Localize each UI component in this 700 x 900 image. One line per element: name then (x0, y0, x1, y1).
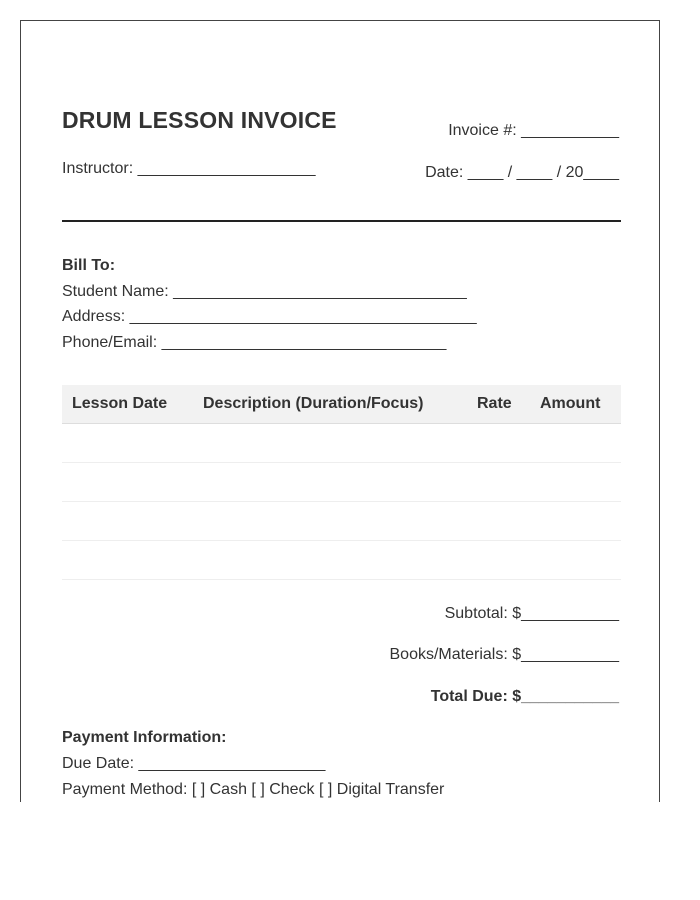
books-materials-field[interactable]: Books/Materials: $___________ (389, 646, 619, 663)
instructor-field[interactable]: Instructor: ____________________ (62, 160, 316, 177)
column-header-description: Description (Duration/Focus) (203, 395, 424, 412)
invoice-title: DRUM LESSON INVOICE (62, 107, 337, 133)
payment-method-field[interactable]: Payment Method: [ ] Cash [ ] Check [ ] Digital Transfer (62, 781, 445, 798)
subtotal-field[interactable]: Subtotal: $___________ (444, 605, 619, 622)
due-date-field[interactable]: Due Date: _____________________ (62, 755, 326, 772)
lessons-table (62, 385, 621, 580)
phone-email-field[interactable]: Phone/Email: ________________________________ (62, 334, 447, 351)
total-due-field[interactable]: Total Due: $___________ (430, 688, 619, 705)
header-divider (62, 220, 621, 222)
payment-info-heading: Payment Information: (62, 729, 227, 746)
column-header-rate: Rate (477, 395, 512, 412)
table-row[interactable] (62, 463, 621, 502)
date-field[interactable]: Date: ____ / ____ / 20____ (425, 164, 619, 181)
invoice-number-field[interactable]: Invoice #: ___________ (448, 122, 619, 139)
student-name-field[interactable]: Student Name: _________________________________ (62, 283, 467, 300)
column-header-lesson-date: Lesson Date (72, 395, 168, 412)
invoice-sheet (20, 20, 660, 802)
table-row[interactable] (62, 502, 621, 541)
table-row[interactable] (62, 541, 621, 580)
address-field[interactable]: Address: _______________________________________ (62, 308, 477, 325)
column-header-amount: Amount (540, 395, 601, 412)
table-header-row (62, 385, 621, 424)
bill-to-heading: Bill To: (62, 257, 116, 274)
table-row[interactable] (62, 424, 621, 463)
